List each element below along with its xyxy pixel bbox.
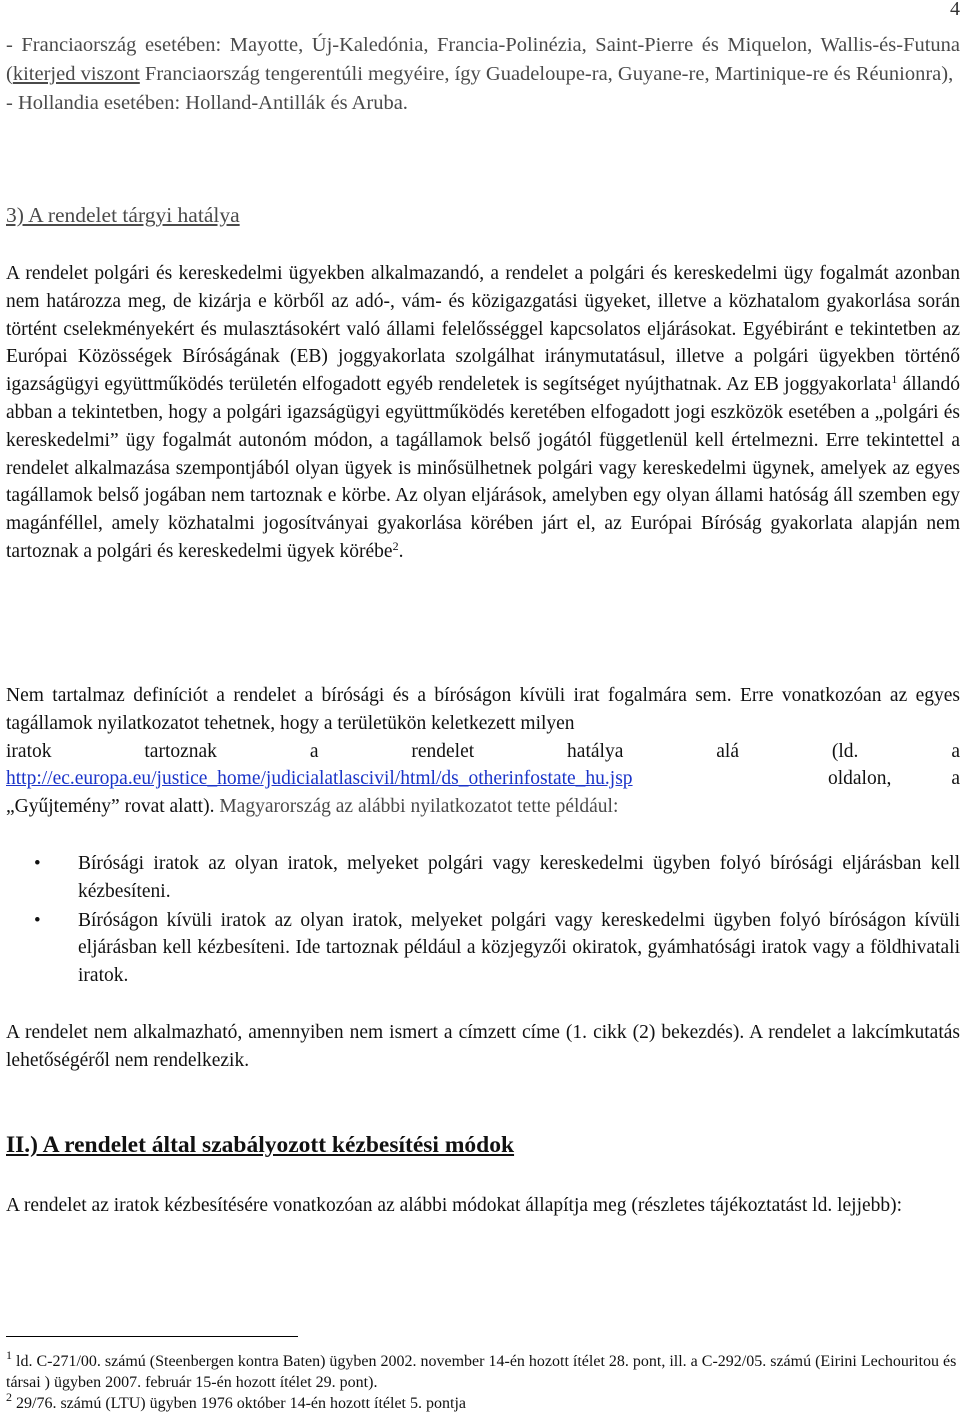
word: rendelet [411,740,475,762]
atlas-link[interactable]: http://ec.europa.eu/justice_home/judicialatlascivil/html/ds_otherinfostate_hu.jsp [6,768,633,790]
word: (ld. [831,740,859,762]
scope-text-b: állandó abban a tekintetben, hogy a polgári igazságügyi együttműködés keretében elfogadott jogi eszközök esetében a „polgári és kereskedelmi” ügy fogalmát autonóm módon, a tagállamok belső jogától függetlenül kell értelmezni. Erre tekintettel a rendelet alkalmazása szempontjából olyan ügyek is minősülhetnek polgári vagy kereskedelmi ügynek, amelyek az egyes tagállamok belső jogában nem tartoznak e körbe. Az olyan eljárások, amelyben egy olyan állami hatóság áll szemben egy magánféllel, amely közhatalmi jogosítványai gyakorlása körében járt el, az Európai Bíróság gyakorlata alapján nem tartoznak a polgári és kereskedelmi ügyek körébe [6,374,960,562]
footnote-text: 29/76. számú (LTU) ügyben 1976 október 14-én hozott ítélet 5. pontja [12,1395,466,1412]
footnote-2 [6,1390,960,1414]
footnotes [6,1348,960,1414]
paragraph-address [6,1019,960,1075]
footnote-number: 1 [6,1348,12,1362]
declaration-text: Magyarország az alábbi nyilatkozatot tette például: [214,796,619,818]
word: oldalon, [827,768,892,790]
france-text: Franciaország esetében: Mayotte, Új-Kaledónia, Francia-Polinézia, Saint-Pierre és Miquelon, Wallis-és-Futuna ( [6,34,960,85]
list-item: • Bíróságon kívüli iratok az olyan iratok, melyeket polgári vagy kereskedelmi ügyben folyó bíróságon kívüli eljárásban kell kézbesíteni. Ide tartoznak például a közjegyzői okiratok, gyámhatósági iratok vagy a földhivatali iratok. [6,907,960,990]
overseas-list [6,31,960,118]
scope-text [6,260,960,566]
definition-tail [6,793,960,821]
footnote-separator [6,1336,298,1337]
netherlands-text: Hollandia esetében: Holland-Antillák és Aruba. [17,92,408,114]
paragraph-intro [6,1192,960,1220]
word: hatálya [567,740,624,762]
spread-line [6,738,960,766]
declaration-list [6,850,960,990]
intro-text: A rendelet az iratok kézbesítésére vonatkozóan az alábbi módokat állapítja meg (részletes tájékoztatást ld. lejjebb): [6,1195,903,1216]
footnote-ref-1: 1 [891,372,898,387]
footnote-ref-2: 2 [392,538,399,553]
list-item: • Bírósági iratok az olyan iratok, melyeket polgári vagy kereskedelmi ügyben folyó bírósági eljárásban kell kézbesíteni. [6,850,960,906]
section-3-title: 3) A rendelet tárgyi hatálya [6,203,240,227]
word: a [309,740,319,762]
address-text: A rendelet nem alkalmazható, amennyiben nem ismert a címzett címe (1. cikk (2) bekezdés). A rendelet a lakcímkutatás lehetőségéről nem rendelkezik. [6,1022,960,1071]
page-number: 4 [950,0,960,20]
france-underlined: kiterjed viszont [12,63,140,85]
word: iratok [6,740,52,762]
list-item-france: - Franciaország esetében: Mayotte, Új-Kaledónia, Francia-Polinézia, Saint-Pierre és Miquelon, Wallis-és-Futuna (kiterjed viszont Franciaország tengerentúli megyéire, így Guadeloupe-ra, Guyane-re, Martinique-re és Réunionra), [6,34,960,85]
word: a [951,768,960,790]
paragraph-scope [6,260,960,566]
footnote-number: 2 [6,1390,12,1404]
link-line [6,765,960,793]
word: tartoznak [144,740,217,762]
france-rest: Franciaország tengerentúli megyéire, így Guadeloupe-ra, Guyane-re, Martinique-re és Réunionra), [139,63,954,85]
word: alá [716,740,739,762]
list-item-netherlands: - Hollandia esetében: Holland-Antillák és Aruba. [6,92,408,114]
definition-text: Nem tartalmaz definíciót a rendelet a bírósági és a bíróságon kívüli irat fogalmára sem. Erre vonatkozóan az egyes tagállamok nyilatkozatot tehetnek, hogy a területükön keletkezett milyen [6,685,960,734]
scope-text-a: A rendelet polgári és kereskedelmi ügyekben alkalmazandó, a rendelet a polgári és kereskedelmi ügy fogalmát azonban nem határozza meg, de kizárja e körből az adó-, vám- és közigazgatási ügyeket, illetve a közhatalom gyakorlása során történt cselekményekért és mulasztásokért való állami felelősséggel kapcsolatos eljárásokat. Egyébiránt e tekintetben az Európai Közösségek Bíróságának (EB) joggyakorlata szolgálhat iránymutatásul, illetve a polgári ügyekben történő igazságügyi együttműködés területén elfogadott egyéb rendeletek is segítséget nyújthatnak. Az EB joggyakorlata [6,263,960,396]
section-heading [6,203,960,228]
collection-text: „Gyűjtemény” rovat alatt). [6,796,215,818]
paragraph-definition [6,682,960,821]
section-ii-title: II.) A rendelet által szabályozott kézbesítési módok [6,1132,515,1158]
scope-text-end: . [398,540,404,562]
footnote-1 [6,1348,960,1393]
footnote-text: ld. C-271/00. számú (Steenbergen kontra Baten) ügyben 2002. november 14-én hozott ítélet 28. pont, ill. a C-292/05. számú (Eirini Lechouritou és társai ) ügyben 2007. február 15-én hozott ítélet 29. pont). [6,1353,957,1391]
word: a [951,740,960,762]
